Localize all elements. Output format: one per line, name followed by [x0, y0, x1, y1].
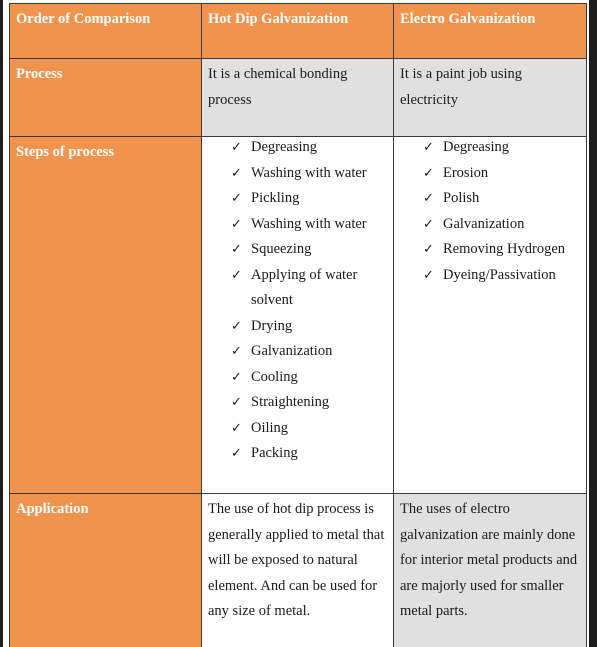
application-electro: The uses of electro galvanization are mainly done for interior metal products and are majorly used for smaller metal parts.: [393, 493, 586, 647]
steps-hot-dip-list: [231, 135, 393, 467]
hot-dip-step: [231, 237, 393, 263]
check-icon: ✓: [231, 140, 242, 155]
check-icon: ✓: [231, 420, 242, 436]
border-right: [586, 3, 587, 647]
header-hot-dip-galvanization: Hot Dip Galvanization: [201, 3, 393, 58]
hot-dip-step-label: Pickling: [251, 190, 300, 206]
hot-dip-step: [231, 161, 393, 187]
border-col1-right: [201, 3, 202, 647]
hot-dip-step-label: Oiling: [251, 419, 289, 436]
check-icon: ✓: [423, 267, 434, 283]
hot-dip-step: [231, 365, 393, 391]
header-order-of-comparison: Order of Comparison: [9, 3, 201, 58]
electro-step-label: Erosion: [443, 164, 489, 181]
electro-step-label: Galvanization: [443, 215, 525, 232]
electro-step: [423, 186, 586, 212]
hot-dip-step-label: Cooling: [251, 368, 298, 385]
hot-dip-step: [231, 314, 393, 340]
check-icon: ✓: [423, 140, 434, 155]
check-icon: ✓: [231, 242, 242, 257]
application-hot-dip: The use of hot dip process is generally applied to metal that will be exposed to natural element. And can be used for any size of metal.: [201, 493, 393, 647]
process-electro: It is a paint job using electricity: [393, 58, 586, 136]
check-icon: ✓: [231, 446, 242, 461]
electro-step-label: Polish: [443, 190, 480, 206]
hot-dip-step: [231, 212, 393, 238]
border-steps-bottom: [9, 493, 586, 494]
hot-dip-step-label: Drying: [251, 317, 293, 334]
hot-dip-step-label: Galvanization: [251, 343, 333, 359]
border-process-bottom: [9, 136, 586, 137]
row-label-process: Process: [9, 58, 201, 136]
hot-dip-step: [231, 339, 393, 365]
hot-dip-step: [231, 186, 393, 212]
row-label-steps-of-process: Steps of process: [9, 136, 201, 493]
electro-step: [423, 161, 586, 187]
electro-step-label: Removing Hydrogen: [443, 241, 566, 257]
border-top: [9, 3, 586, 4]
hot-dip-step-label: Washing with water: [251, 164, 367, 181]
check-icon: ✓: [423, 242, 434, 257]
hot-dip-step-label: Straightening: [251, 394, 330, 410]
electro-step-label: Dyeing/Passivation: [443, 266, 556, 283]
hot-dip-step-label: Applying of water solvent: [251, 266, 358, 308]
check-icon: ✓: [231, 344, 242, 359]
electro-step: [423, 263, 586, 289]
border-col2-right: [393, 3, 394, 647]
check-icon: ✓: [231, 216, 242, 232]
check-icon: ✓: [231, 267, 242, 283]
electro-step: [423, 237, 586, 263]
border-left: [9, 3, 10, 647]
border-header-bottom: [9, 58, 586, 59]
steps-hot-dip: [201, 136, 393, 493]
screen-edge-left: [0, 0, 3, 647]
hot-dip-step-label: Degreasing: [251, 139, 318, 155]
hot-dip-step-label: Squeezing: [251, 241, 312, 257]
check-icon: ✓: [231, 318, 242, 334]
screen-edge-right: [589, 0, 597, 647]
electro-step: [423, 135, 586, 161]
electro-step: [423, 212, 586, 238]
check-icon: ✓: [231, 165, 242, 181]
check-icon: ✓: [231, 369, 242, 385]
hot-dip-step: [231, 441, 393, 467]
process-hot-dip: It is a chemical bonding process: [201, 58, 393, 136]
hot-dip-step-label: Washing with water: [251, 215, 367, 232]
row-label-application: Application: [9, 493, 201, 647]
hot-dip-step: [231, 135, 393, 161]
steps-electro-list: [423, 135, 586, 288]
hot-dip-step-label: Packing: [251, 445, 298, 461]
hot-dip-step: [231, 263, 393, 314]
check-icon: ✓: [231, 191, 242, 206]
check-icon: ✓: [423, 165, 434, 181]
steps-electro: [393, 136, 586, 493]
check-icon: ✓: [423, 216, 434, 232]
check-icon: ✓: [231, 395, 242, 410]
header-electro-galvanization: Electro Galvanization: [393, 3, 586, 58]
hot-dip-step: [231, 390, 393, 416]
hot-dip-step: [231, 416, 393, 442]
check-icon: ✓: [423, 191, 434, 206]
electro-step-label: Degreasing: [443, 139, 510, 155]
